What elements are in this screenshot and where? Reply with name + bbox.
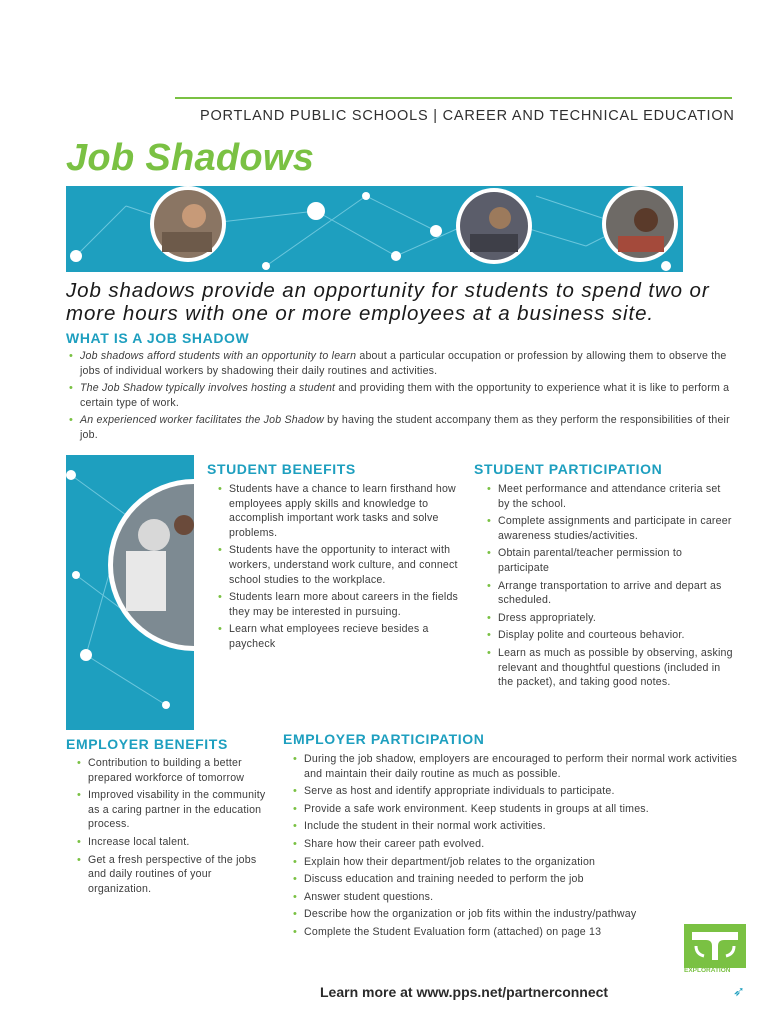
list-item: • An experienced worker facilitates the Job Shadow by having the student accompany them as they perform the responsibilities of their job. bbox=[66, 413, 734, 442]
list-item: • Display polite and courteous behavior. bbox=[484, 628, 734, 643]
student-benefits-list bbox=[215, 482, 467, 655]
list-item: • Complete assignments and participate in career awareness studies/activities. bbox=[484, 514, 734, 543]
employer-participation-heading: EMPLOYER PARTICIPATION bbox=[283, 731, 485, 747]
photo-circle-4 bbox=[108, 479, 194, 651]
header-rule bbox=[175, 97, 732, 99]
list-item: • Arrange transportation to arrive and depart as scheduled. bbox=[484, 579, 734, 608]
list-item: • The Job Shadow typically involves hosting a student and providing them with the opportunity to experience what it is like to perform a certain type of work. bbox=[66, 381, 734, 410]
list-item: • Obtain parental/teacher permission to participate bbox=[484, 546, 734, 575]
footer-link-text: Learn more at www.pps.net/partnerconnect bbox=[320, 984, 609, 1000]
list-item: • Explain how their department/job relates to the organization bbox=[290, 855, 745, 870]
photo-circle-2 bbox=[456, 188, 532, 264]
list-item: • Students have the opportunity to interact with workers, understand work culture, and connect school studies to the workplace. bbox=[215, 543, 467, 587]
list-item: • Get a fresh perspective of the jobs and daily routines of your organization. bbox=[74, 853, 272, 897]
list-item: • Students learn more about careers in the fields they may be interested in pursuing. bbox=[215, 590, 467, 619]
page-title: Job Shadows bbox=[66, 137, 315, 179]
lead-statement: Job shadows provide an opportunity for students to spend two or more hours with one or more employees at a business site. bbox=[66, 279, 710, 325]
bird-icon: ➶ bbox=[733, 983, 745, 999]
network-graphic bbox=[66, 186, 730, 272]
list-item: • Learn what employees recieve besides a paycheck bbox=[215, 622, 467, 651]
list-item: • Dress appropriately. bbox=[484, 611, 734, 626]
employer-benefits-list bbox=[74, 756, 272, 899]
list-item: • Serve as host and identify appropriate individuals to participate. bbox=[290, 784, 745, 799]
list-item: • During the job shadow, employers are encouraged to perform their normal work activities and maintain their daily routine as much as possible. bbox=[290, 752, 745, 781]
banner-gap bbox=[683, 186, 730, 272]
student-participation-list bbox=[484, 482, 734, 693]
student-benefits-heading: STUDENT BENEFITS bbox=[207, 461, 356, 477]
list-item: • Meet performance and attendance criteria set by the school. bbox=[484, 482, 734, 511]
list-item: • Answer student questions. bbox=[290, 890, 745, 905]
side-photo-panel bbox=[66, 455, 194, 730]
list-item: • Job shadows afford students with an opportunity to learn about a particular occupation or profession by allowing them to observe the jobs of individual workers by shadowing their daily routines and activities. bbox=[66, 349, 734, 378]
network-graphic-side bbox=[66, 455, 194, 730]
what-section bbox=[66, 349, 734, 446]
photo-banner bbox=[66, 186, 730, 272]
list-item: • Improved visability in the community as a caring partner in the education process. bbox=[74, 788, 272, 832]
list-item: • Include the student in their normal work activities. bbox=[290, 819, 745, 834]
list-item: • Contribution to building a better prepared workforce of tomorrow bbox=[74, 756, 272, 785]
list-item: • Share how their career path evolved. bbox=[290, 837, 745, 852]
student-participation-heading: STUDENT PARTICIPATION bbox=[474, 461, 663, 477]
list-item: • Describe how the organization or job fits within the industry/pathway bbox=[290, 907, 745, 922]
photo-circle-1 bbox=[150, 186, 226, 262]
list-item: • Complete the Student Evaluation form (attached) on page 13 bbox=[290, 925, 745, 940]
list-item: • Discuss education and training needed to perform the job bbox=[290, 872, 745, 887]
photo-circle-3 bbox=[602, 186, 678, 262]
list-item: • Increase local talent. bbox=[74, 835, 272, 850]
list-item: • Learn as much as possible by observing, asking relevant and thoughtful questions (included in the packet), and taking good notes. bbox=[484, 646, 734, 690]
list-item: • Provide a safe work environment. Keep students in groups at all times. bbox=[290, 802, 745, 817]
header-text: PORTLAND PUBLIC SCHOOLS | CAREER AND TECHNICAL EDUCATION bbox=[200, 108, 735, 124]
employer-participation-list bbox=[290, 752, 745, 943]
what-heading: WHAT IS A JOB SHADOW bbox=[66, 330, 250, 346]
list-item: • Students have a chance to learn firsthand how employees apply skills and knowledge to accomplish important work tasks and solve problems. bbox=[215, 482, 467, 540]
logo-text: CAREER EXPLORATION bbox=[684, 960, 731, 974]
employer-benefits-heading: EMPLOYER BENEFITS bbox=[66, 736, 228, 752]
